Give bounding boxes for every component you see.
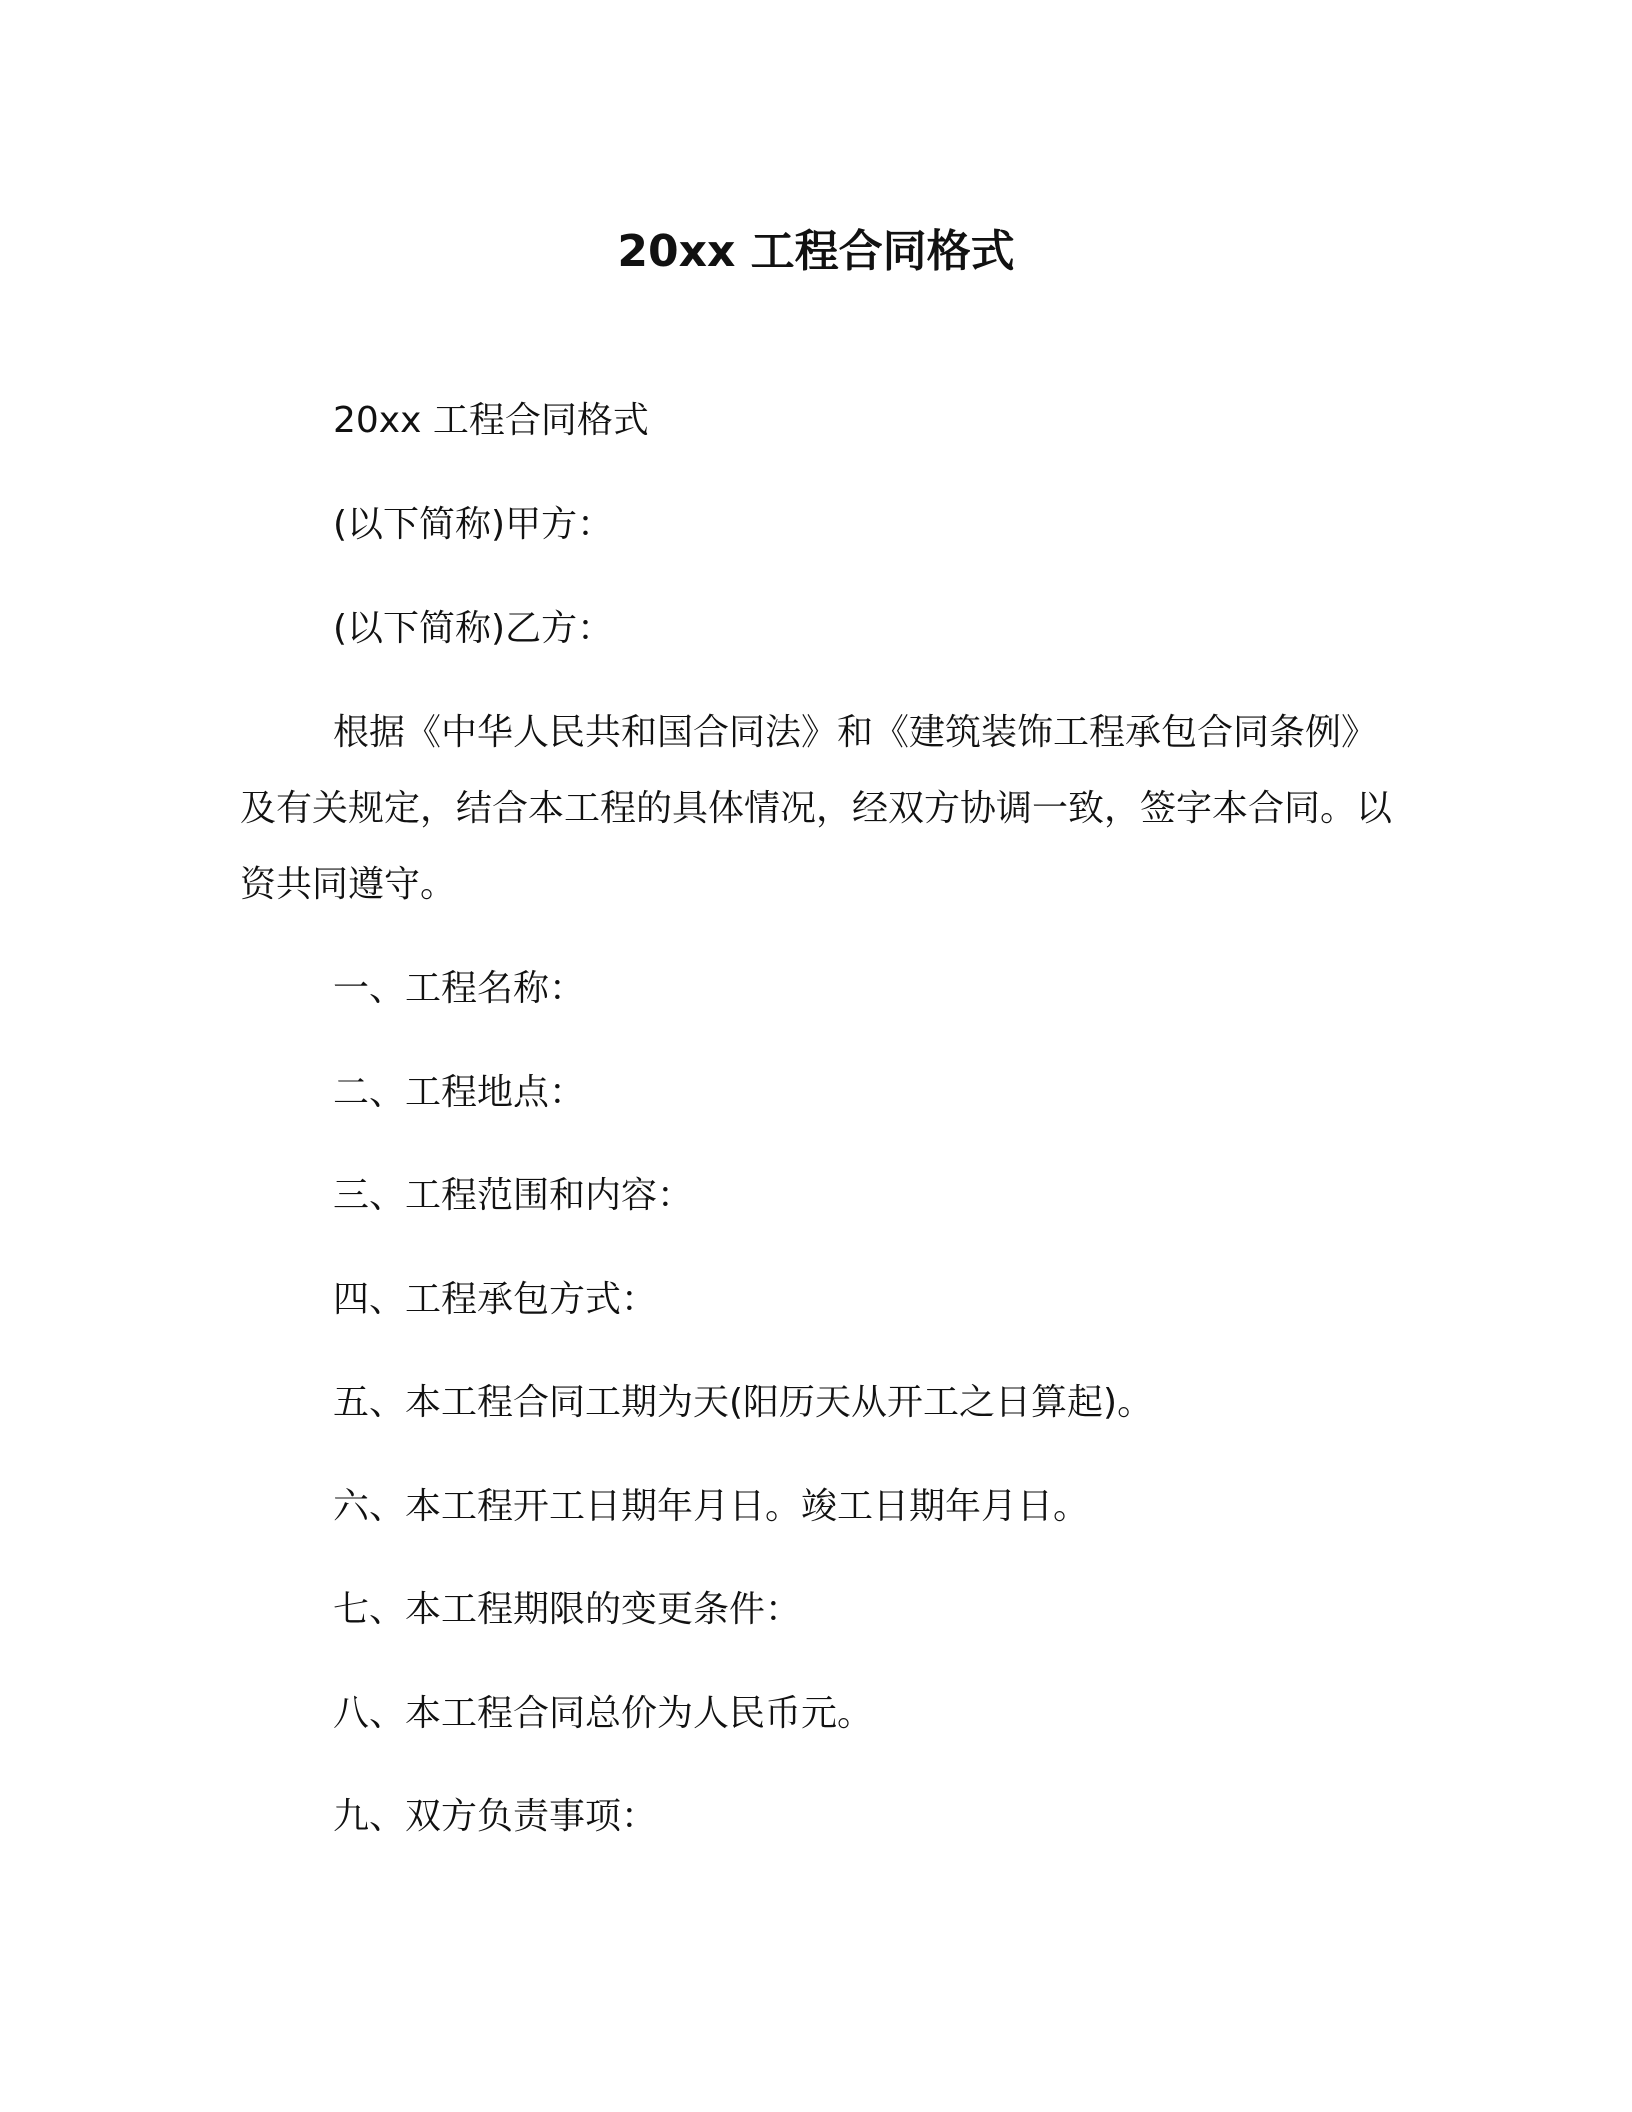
document-title: 20xx 工程合同格式: [617, 226, 1015, 277]
clause-item: 四、工程承包方式：: [333, 1279, 658, 1320]
clause-item: 三、工程范围和内容：: [333, 1175, 694, 1216]
clause-item: 五、本工程合同工期为天(阳历天从开工之日算起)。: [333, 1382, 1154, 1423]
party-a-line: (以下简称)甲方：: [333, 504, 614, 545]
clause-item: 七、本工程期限的变更条件：: [333, 1589, 802, 1630]
clause-item: 二、工程地点：: [333, 1072, 586, 1113]
document-subtitle: 20xx 工程合同格式: [333, 400, 649, 441]
clause-item: 八、本工程合同总价为人民币元。: [333, 1693, 874, 1734]
clause-item: 六、本工程开工日期年月日。竣工日期年月日。: [333, 1486, 1090, 1527]
party-b-line: (以下简称)乙方：: [333, 608, 614, 649]
clause-item: 九、双方负责事项：: [333, 1796, 658, 1837]
clause-item: 一、工程名称：: [333, 968, 586, 1009]
intro-paragraph: 根据《中华人民共和国合同法》和《建筑装饰工程承包合同条例》及有关规定，结合本工程的具体情况，经双方协调一致，签字本合同。以资共同遵守。: [240, 712, 1393, 905]
